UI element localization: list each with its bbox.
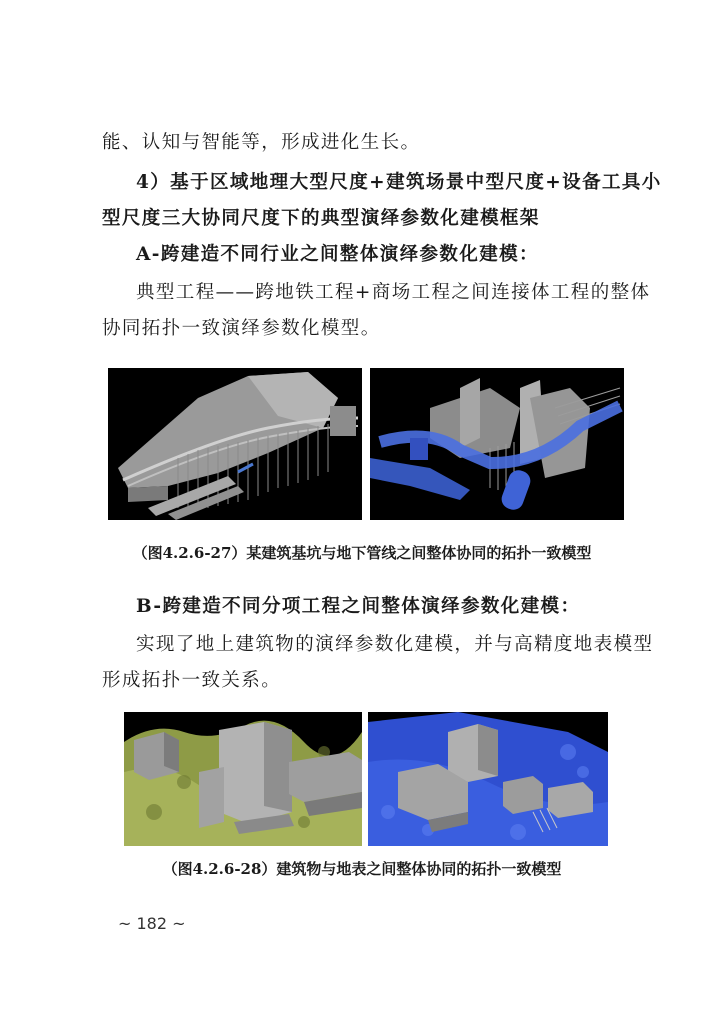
section-a-text-line-1: 典型工程——跨地铁工程+商场工程之间连接体工程的整体 [136, 282, 651, 303]
section-b-text-line-2: 形成拓扑一致关系。 [102, 670, 282, 691]
paragraph-line: 能、认知与智能等，形成进化生长。 [102, 132, 421, 153]
heading-4-line-1: 4）基于区域地理大型尺度+建筑场景中型尺度+设备工具小 [136, 172, 662, 193]
section-a-text-line-2: 协同拓扑一致演绎参数化模型。 [102, 318, 381, 339]
figure-27-left-image [108, 368, 362, 520]
section-b-title: B-跨建造不同分项工程之间整体演绎参数化建模： [136, 596, 581, 617]
section-a-title: A-跨建造不同行业之间整体演绎参数化建模： [136, 244, 539, 265]
figure-28-caption: （图4.2.6-28）建筑物与地表之间整体协同的拓扑一致模型 [162, 860, 562, 878]
figure-28-left-image [124, 712, 362, 846]
figure-27-right-image [370, 368, 624, 520]
page-number: ~ 182 ~ [118, 914, 186, 933]
heading-4-line-2: 型尺度三大协同尺度下的典型演绎参数化建模框架 [102, 208, 540, 229]
figure-27-caption: （图4.2.6-27）某建筑基坑与地下管线之间整体协同的拓扑一致模型 [132, 544, 592, 562]
section-b-text-line-1: 实现了地上建筑物的演绎参数化建模，并与高精度地表模型 [136, 634, 654, 655]
figure-28-right-image [368, 712, 608, 846]
